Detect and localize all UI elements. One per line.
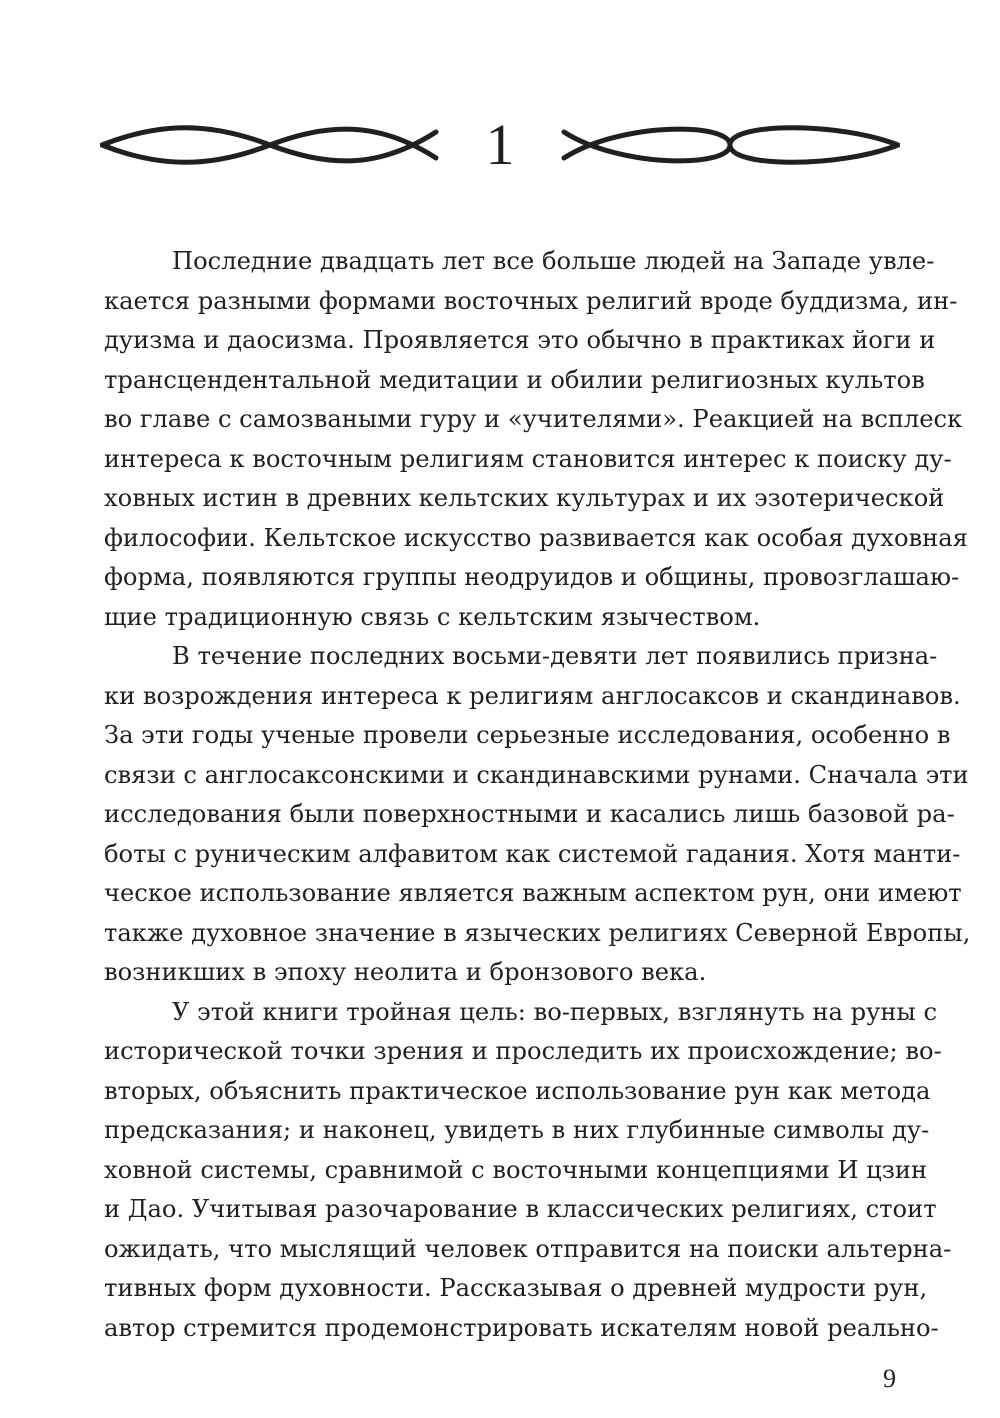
- text-line: ки возрождения интереса к религиям англосаксов и скандинавов.: [104, 681, 961, 710]
- text-line: исторической точки зрения и проследить их происхождение; во-: [104, 1037, 942, 1065]
- text-line: кается разными формами восточных религий вроде буддизма, ин-: [104, 286, 958, 315]
- text-line: боты с руническим алфавитом как системой гадания. Хотя манти-: [104, 839, 961, 868]
- text-line: щие традиционную связь с кельтским язычеством.: [104, 602, 761, 631]
- chapter-header: [100, 112, 900, 182]
- text-line: возникших в эпоху неолита и бронзового века.: [104, 958, 707, 986]
- text-line: трансцендентальной медитации и обилии религиозных культов: [104, 365, 925, 394]
- page-number: 9: [883, 1364, 896, 1393]
- text-line: За эти годы ученые провели серьезные исследования, особенно в: [104, 721, 951, 749]
- text-line: интереса к восточным религиям становится интерес к поиску ду-: [104, 444, 952, 473]
- text-line: предсказания; и наконец, увидеть в них глубинные символы ду-: [104, 1116, 930, 1144]
- text-line: дуизма и даосизма. Проявляется это обычно в практиках йоги и: [104, 326, 936, 354]
- text-line: ческое использование является важным аспектом рун, они имеют: [104, 879, 962, 907]
- right-ornament-icon: [560, 120, 900, 170]
- text-line: также духовное значение в языческих религиях Северной Европы,: [104, 918, 971, 947]
- text-line: тивных форм духовности. Рассказывая о древней мудрости рун,: [104, 1274, 928, 1302]
- text-line: связи с англосаксонскими и скандинавскими рунами. Сначала эти: [104, 760, 969, 789]
- text-line: форма, появляются группы неодруидов и общины, провозглашаю-: [104, 563, 960, 591]
- text-line: исследования были поверхностными и касались лишь базовой ра-: [104, 800, 955, 828]
- chapter-body-text: [104, 242, 971, 1348]
- text-line: вторых, объяснить практическое использование рун как метода: [104, 1076, 931, 1105]
- text-line: ховной системы, сравнимой с восточными концепциями И цзин: [104, 1155, 928, 1184]
- text-line: ховных истин в древних кельтских культурах и их эзотерической: [104, 484, 945, 512]
- text-line: Последние двадцать лет все больше людей на Западе увле-: [172, 247, 935, 275]
- left-ornament-icon: [100, 120, 440, 170]
- text-line: В течение последних восьми-девяти лет появились призна-: [172, 642, 938, 670]
- text-line: во главе с самозваными гуру и «учителями». Реакцией на всплеск: [104, 405, 963, 433]
- text-line: автор стремится продемонстрировать искателям новой реально-: [104, 1313, 939, 1342]
- text-line: философии. Кельтское искусство развивается как особая духовная: [104, 523, 968, 552]
- text-line: и Дао. Учитывая разочарование в классических религиях, стоит: [104, 1195, 937, 1223]
- text-line: ожидать, что мыслящий человек отправится на поиски альтерна-: [104, 1234, 952, 1263]
- chapter-number: 1: [485, 112, 515, 177]
- text-line: У этой книги тройная цель: во-первых, взглянуть на руны с: [172, 997, 937, 1026]
